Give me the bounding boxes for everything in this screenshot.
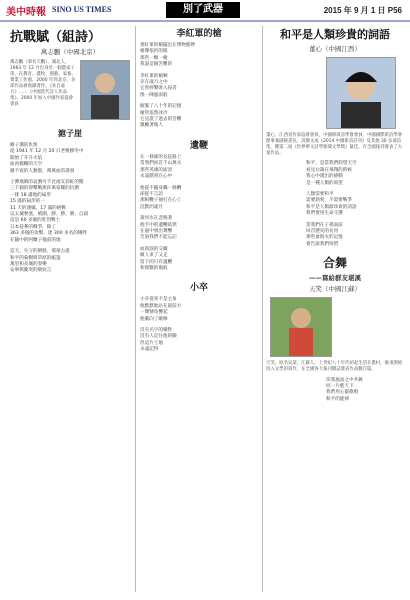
article-byline: 董心（中國江西） <box>309 45 361 53</box>
poem-title: 合舞 <box>322 256 347 271</box>
poem-stanza: 和平，是當我們仰望天空 看見白鴿在飛翔的時候 我心中湧出的感動 是一種人類的渴望 <box>306 161 357 186</box>
header-rule <box>0 20 410 22</box>
poem-stanza: 人類需要和平 需要熱愛，不需要戰爭 和平是人類最珍貴的詞語 我們要用生命守護 <box>306 192 357 217</box>
article-byline: 萬志鵬（中國北京） <box>40 48 100 56</box>
author-photo <box>270 297 332 357</box>
column-divider <box>262 26 263 592</box>
poem-stanza: 子彈飛舞的哀號可不比兩支彩虹的驚 三千個的仰擊戰與你萬家樓的抗禦 一排 18 滿地的扁形 15 滿的扁形的一 11 天的淒厲，17 滿的絕戰 以五城要塞，被圍、勝、勝、勝、自殺 這是 60 多個的壯烈戰士 日本侵華的戰爭，除了 363 多個的攻擊，達 300 多名的犧牲 在隨中的阿蘭子撞前的地 <box>10 180 89 243</box>
poem-title: 李紅軍的槍 <box>176 29 222 39</box>
article-title: 抗戰賦（組詩） <box>10 30 102 45</box>
poem-stanza: 沒有名字的犧牲 沒有人記住他的臉 但這片土地 永遠記得 <box>140 328 177 353</box>
poem-stanza: 在一條條的長征路上 當我們回首千山萬水 那些英雄的面容 永遠銘刻在心中 <box>140 154 182 180</box>
article-title: 和平是人類珍貴的詞語 <box>280 28 390 41</box>
author-block <box>10 60 130 120</box>
poem-stanza: 你我風雨之中共舞 同一片藍天下 我們用心靈歌唱 和平的旋律 <box>326 377 363 402</box>
poem-stanza: 敵子溝的仇恨 從 1941 年 12 月 20 日老桃樹冬中 開始了升升火焰 血肉模糊的天空 徹不夜的人類群，萬萬血的壽發 <box>10 143 84 174</box>
portrait-image <box>81 61 129 119</box>
author-bio: 董心，江西省作家協會會員，中國偉崗詩學會會員，中國國際新詩學會理事兼副秘書長，該散文成《2014 中國新詩詩刊》及其他 30 多部詩集，獲第二屆《世界華文詩學新聞文學獎》最佳，在全國報刊發表了大量作品。 <box>266 133 403 156</box>
portrait-image <box>327 58 395 128</box>
section-banner: 別了武器 <box>166 2 240 18</box>
author-bio: 天笑，原名吳某，江蘇人，上世紀八十年代初起生活在農村，後來開始投入文學的寫作，在全國各大報刊雜誌發表作品數百篇。 <box>266 361 403 373</box>
column-2 <box>140 26 258 592</box>
poem-stanza: 血與淚的交織 敵人來了又走 留下的只有遺鞭 和無數的傷痕 <box>140 246 173 271</box>
poem-stanza: 那紅軍的槍擺出在博物館裡 槍聲依約的眼 那些一顆一槍 我說這個苦難的 <box>140 43 196 68</box>
author-photo <box>80 60 130 120</box>
poem-stanza: 李紅軍的槍啊 存在歲月之中 它曾經擊敗入侵者 像一陣風雨般 <box>140 73 177 98</box>
poem-stanza: 這天，失守的朝鮮，那蒙古遙 和平的菊樹與草原的帳篷 萬里和長城的奏樂 安寧與衝突的朝何言 <box>10 249 70 274</box>
poem-stanza: 黃河水在悲鳴著 他手中的遺鞭依然 在風中發出聲響 告訴我們不能忘記 <box>140 216 177 241</box>
column-1 <box>10 26 130 592</box>
masthead <box>0 0 410 22</box>
poem-stanza: 當我們在子孫面前 回首歷史的長河 那些血與火的記憶 會告訴我們珍惜 <box>306 222 343 247</box>
newspaper-english-title: SINO US TIMES <box>52 5 112 14</box>
poem-title: 遺鞭 <box>189 140 208 151</box>
column-3 <box>266 26 404 592</box>
newspaper-logo: 美中時報 <box>6 7 46 18</box>
column-divider <box>135 26 136 592</box>
poem-stanza: 握緊了八十年的記憶 槍管依然冰冷 它見證了過去的苦難 激勵著後人 <box>140 104 182 129</box>
date-page: 2015 年 9 月 1 日 P56 <box>323 6 402 15</box>
poem-stanza: 小卒從來不是主角 他默默地站在最前方 一聲號角響起 他衝向了敵陣 <box>140 297 182 322</box>
poem-stanza: 他從不隨身攜一條鞭 卻從不言語 那根鞭子抽打在心上 沉默的歲月 <box>140 185 182 210</box>
author-photo <box>326 57 396 129</box>
poem-title: 小卒 <box>189 283 208 294</box>
poem-subtitle: ——寫給群友堪溪 <box>309 274 361 283</box>
author-bio: 萬志鵬（筆名天鵬），湖北人，1963 年 12 月出身於一個農家子弟，在教育、農牧、園藝、家畜、實業工作過。2000 年到北京，多部作品被收錄著作。《來自遠方》……《中國當代詩人作品集》、2000 年加入中國作家協會會員 <box>10 60 76 107</box>
article-byline: 天笑（中國江蘇） <box>309 285 361 294</box>
poem-title: 滬子崖 <box>58 128 82 138</box>
portrait-image <box>271 298 331 356</box>
